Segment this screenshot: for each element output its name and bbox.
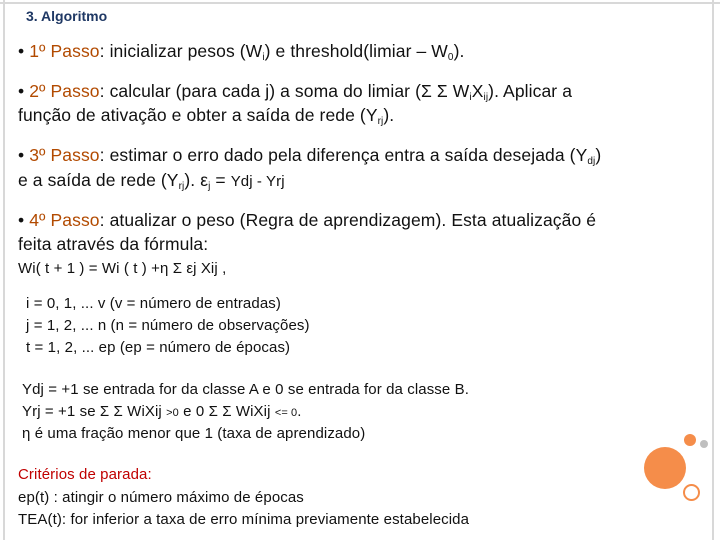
bullet: • [18, 210, 25, 230]
definition-ydj: Ydj = +1 se entrada for da classe A e 0 se entrada for da classe B. [22, 381, 469, 398]
step-1-label: 1º Passo [29, 41, 100, 61]
bullet: • [18, 145, 25, 165]
page-title: 3. Algoritmo [26, 8, 108, 24]
step-2 [18, 81, 572, 102]
step-2-line2-sub: rj [377, 116, 384, 127]
decorative-circle-gray [700, 440, 708, 448]
step-3-line2-sub: rj [178, 181, 185, 192]
index-t: t = 1, 2, ... ep (ep = número de épocas) [26, 339, 291, 356]
step-4 [18, 210, 596, 231]
step-4-text-a: : atualizar o peso (Regra de aprendizagem). Esta atualização é [99, 210, 597, 230]
left-frame-border [0, 0, 9, 540]
bullet: • [18, 81, 25, 101]
step-1-text-a: : inicializar pesos (W [99, 41, 263, 61]
step-3-line2-b: ). ε [184, 170, 209, 190]
index-i: i = 0, 1, ... v (v = número de entradas) [26, 295, 281, 312]
step-1 [18, 41, 464, 62]
step-2-text-c: ). Aplicar a [488, 81, 573, 101]
bullet: • [18, 41, 25, 61]
index-j: j = 1, 2, ... n (n = número de observações) [26, 317, 310, 334]
step-2-text-a: : calcular (para cada j) a soma do limiar (Σ Σ W [99, 81, 470, 101]
step-4-line-2: feita através da fórmula: [18, 234, 209, 254]
step-3-line-2 [18, 170, 285, 191]
step-3-label: 3º Passo [29, 145, 100, 165]
step-3-line2-d: Ydj - Yrj [230, 173, 285, 190]
step-2-line2-a: função de ativação e obter a saída de rede (Y [18, 105, 378, 125]
step-3 [18, 145, 601, 166]
definition-eta: η é uma fração menor que 1 (taxa de aprendizado) [22, 425, 366, 442]
step-1-text-b: ) e threshold(limiar – W [264, 41, 448, 61]
step-1-sub-b: 0 [447, 52, 454, 63]
yrj-c: e 0 Σ Σ WiXij [178, 403, 271, 420]
step-3-sub-a: dj [587, 156, 596, 167]
step-3-text-a: : estimar o erro dado pela diferença entra a saída desejada (Y [99, 145, 588, 165]
yrj-d: <= 0 [274, 407, 298, 419]
step-1-sub-a: i [262, 52, 265, 63]
yrj-e: . [297, 403, 302, 420]
step-3-line2-c: = [210, 170, 231, 190]
decorative-circle-outline [683, 484, 700, 501]
criteria-heading: Critérios de parada: [18, 466, 152, 483]
step-4-label: 4º Passo [29, 210, 100, 230]
step-2-label: 2º Passo [29, 81, 100, 101]
top-frame-border [0, 0, 720, 9]
step-1-text-c: ). [453, 41, 465, 61]
step-3-line2-sub2: j [208, 181, 211, 192]
step-4-formula: Wi( t + 1 ) = Wi ( t ) +η Σ εj Xij , [18, 260, 227, 277]
step-2-sub-b: ij [483, 92, 489, 103]
step-3-line2-a: e a saída de rede (Y [18, 170, 179, 190]
right-frame-border [706, 0, 720, 540]
step-2-line-2 [18, 105, 394, 126]
step-2-sub-a: i [469, 92, 472, 103]
yrj-b: >0 [166, 407, 179, 419]
step-2-text-b: X [471, 81, 484, 101]
step-3-text-b: ) [595, 145, 602, 165]
decorative-circle-orange-large [644, 447, 686, 489]
definition-yrj [22, 403, 302, 420]
decorative-circle-orange-small [684, 434, 696, 446]
criteria-item: ep(t) : atingir o número máximo de épocas [18, 489, 304, 506]
step-2-line2-b: ). [383, 105, 395, 125]
yrj-a: Yrj = +1 se Σ Σ WiXij [22, 403, 162, 420]
criteria-item: TEA(t): for inferior a taxa de erro mínima previamente estabelecida [18, 511, 470, 528]
